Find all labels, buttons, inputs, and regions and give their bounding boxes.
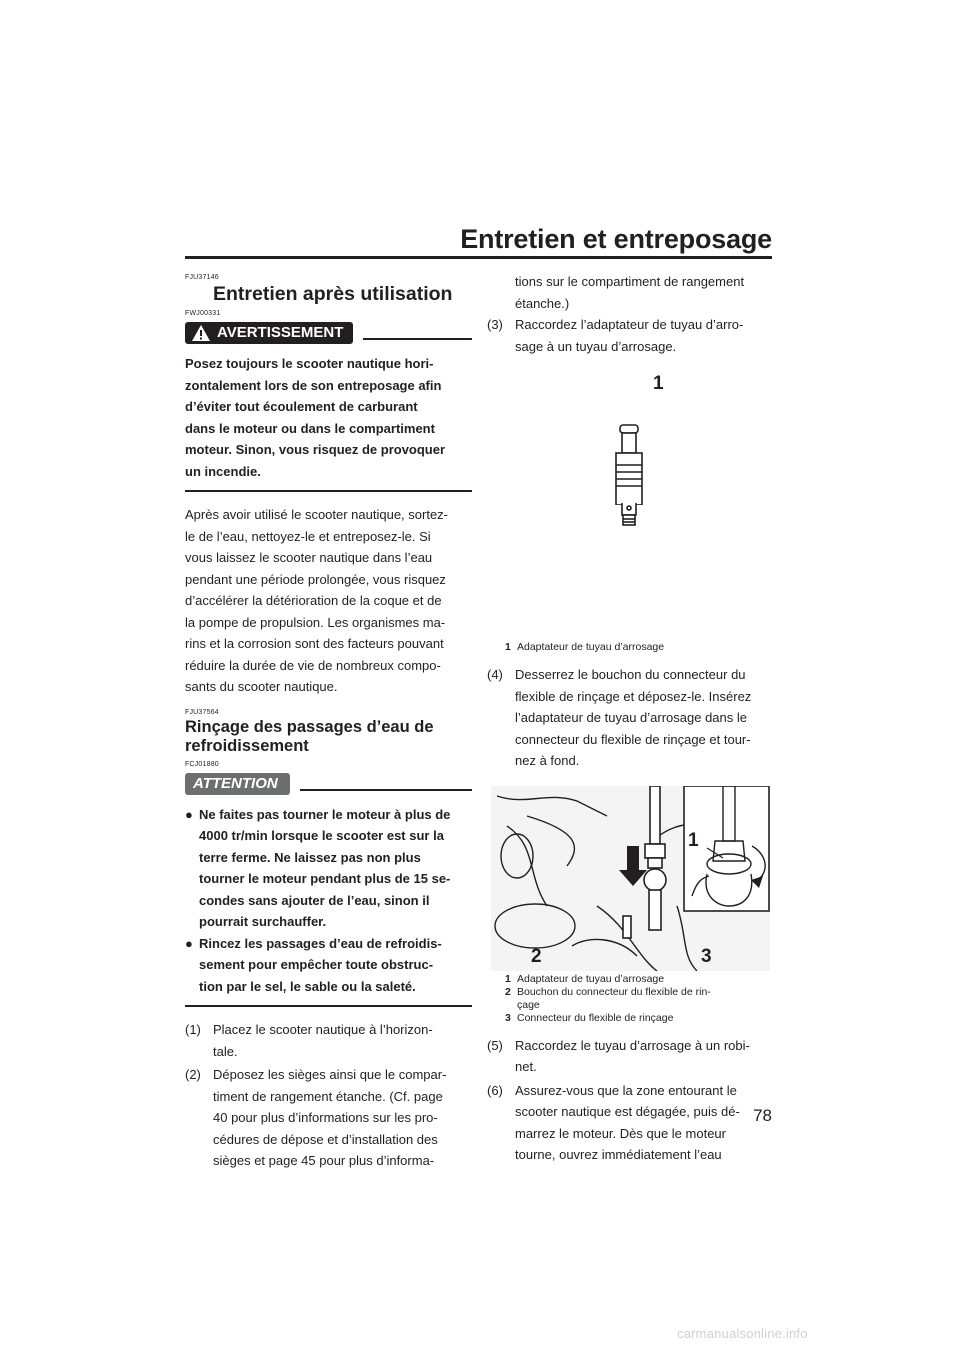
text-line: tion par le sel, le sable ou la saleté. — [199, 978, 416, 994]
text-line: d’accélérer la détérioration de la coque et de — [185, 593, 442, 608]
caption-number: 3 — [505, 1011, 511, 1024]
text-line: 4000 tr/min lorsque le scooter est sur la — [199, 828, 444, 843]
text-line: tions sur le compartiment de rangement — [515, 274, 745, 289]
caption-text: Adaptateur de tuyau d’arrosage — [517, 641, 665, 653]
text-line: Raccordez le tuyau d’arrosage à un robi- — [515, 1037, 750, 1053]
text-line: sants du scooter nautique. — [185, 679, 338, 694]
text-line: tourner le moteur pendant plus de 15 se- — [199, 871, 451, 886]
step-6 — [487, 1080, 774, 1166]
watermark: carmanualsonline.info — [677, 1326, 808, 1341]
attention-code: FCJ01880 — [185, 760, 219, 768]
text-line: pourrait surchauffer. — [199, 914, 327, 929]
text-line: tale. — [213, 1043, 238, 1059]
subsection-title — [185, 718, 472, 756]
text-line: sement pour empêcher toute obstruc- — [199, 957, 434, 972]
step-number: (1) — [185, 1022, 201, 1037]
text-line: Placez le scooter nautique à l’horizon- — [213, 1022, 433, 1037]
step-number: (3) — [487, 317, 503, 332]
text-line: condes sans ajouter de l’eau, sinon il — [199, 892, 430, 908]
attention-bullet — [185, 933, 472, 998]
text-line: flexible de rinçage et déposez-le. Insérez — [515, 688, 752, 704]
text-line: la pompe de propulsion. Les organismes ma- — [185, 614, 446, 630]
attention-badge: ATTENTION — [185, 773, 290, 795]
figure-callout: 1 — [688, 829, 699, 851]
hose-adapter-illustration — [487, 375, 774, 505]
text-line: terre ferme. Ne laissez pas non plus — [199, 849, 421, 865]
text-line: timent de rangement étanche. (Cf. page — [213, 1088, 443, 1104]
figure-caption — [505, 973, 774, 986]
figure-callout: 2 — [531, 945, 542, 967]
warning-badge — [185, 322, 353, 344]
caption-number: 2 — [505, 985, 511, 998]
text-line: vous laissez le scooter nautique dans l’eau — [185, 550, 433, 565]
text-line: moteur. Sinon, vous risquez de provoquer — [185, 442, 446, 457]
subsection-title-line: Rinçage des passages d’eau de — [185, 717, 434, 736]
page-number: 78 — [753, 1106, 772, 1125]
text-line: Déposez les sièges ainsi que le compar- — [213, 1067, 447, 1082]
section-title: Entretien après utilisation — [213, 283, 453, 305]
text-line: cédures de dépose et d’installation des — [213, 1131, 438, 1147]
text-line: sage à un tuyau d’arrosage. — [515, 338, 677, 354]
warning-triangle-icon — [191, 324, 211, 342]
hose-adapter-lower-illustration — [487, 503, 774, 573]
text-line: scooter nautique est dégagée, puis dé- — [515, 1104, 740, 1119]
step-number: (4) — [487, 667, 503, 682]
caption-number: 1 — [505, 641, 511, 653]
text-line: un incendie. — [185, 463, 261, 479]
right-column — [487, 271, 774, 1168]
text-line: Posez toujours le scooter nautique hori- — [185, 356, 434, 371]
text-line: tourne, ouvrez immédiatement l’eau — [515, 1147, 722, 1162]
step-2 — [185, 1064, 472, 1172]
left-column — [185, 273, 472, 1174]
step-number: (6) — [487, 1082, 503, 1098]
intro-paragraph — [185, 504, 472, 698]
figure-caption — [505, 641, 774, 654]
figure-caption — [505, 1012, 774, 1025]
attention-header — [185, 772, 472, 796]
text-line: d’éviter tout écoulement de carburant — [185, 399, 418, 414]
bullet-icon: ● — [185, 806, 193, 822]
text-line: sièges et page 45 pour plus d’informa- — [213, 1153, 435, 1168]
attention-end-rule — [185, 1005, 472, 1007]
figure-flush-connector — [487, 786, 774, 971]
text-line: connecteur du flexible de rinçage et tour- — [515, 731, 751, 747]
bullet-icon: ● — [185, 935, 193, 951]
step-2-continued — [487, 271, 774, 314]
caption-text: Bouchon du connecteur du flexible de rin- çage — [517, 985, 711, 1011]
text-line: net. — [515, 1059, 537, 1074]
step-1 — [185, 1019, 472, 1062]
text-line: Rincez les passages d’eau de refroidis- — [199, 935, 442, 951]
figure-callout: 1 — [653, 373, 664, 394]
text-line: étanche.) — [515, 295, 570, 311]
step-number: (2) — [185, 1067, 201, 1082]
text-line: marrez le moteur. Dès que le moteur — [515, 1125, 726, 1141]
figure-hose-adapter — [487, 375, 774, 505]
step-5 — [487, 1035, 774, 1078]
step-3 — [487, 314, 774, 357]
figure-caption — [505, 986, 774, 1012]
warning-code: FWJ00331 — [185, 310, 221, 317]
text-line: rins et la corrosion sont des facteurs pouvant — [185, 636, 444, 651]
warning-end-rule — [185, 490, 472, 492]
step-4 — [487, 664, 774, 772]
text-line: Raccordez l’adaptateur de tuyau d’arro- — [515, 317, 744, 332]
attention-rule — [300, 789, 472, 791]
text-line: réduire la durée de vie de nombreux compo- — [185, 657, 441, 673]
warning-header — [185, 321, 472, 345]
text-line: zontalement lors de son entreposage afin — [185, 377, 442, 393]
subsection-code: FJU37564 — [185, 708, 219, 716]
header-rule — [185, 256, 772, 259]
text-line: Assurez-vous que la zone entourant le — [515, 1082, 737, 1098]
text-line: l’adaptateur de tuyau d’arrosage dans le — [515, 710, 747, 725]
text-line: pendant une période prolongée, vous risquez — [185, 571, 446, 587]
text-line: nez à fond. — [515, 753, 580, 768]
flush-connector-illustration — [487, 786, 774, 971]
caption-text: Adaptateur de tuyau d’arrosage — [517, 972, 665, 985]
text-line: Après avoir utilisé le scooter nautique, sortez- — [185, 507, 449, 522]
figure-callout: 3 — [701, 945, 712, 967]
warning-label: AVERTISSEMENT — [217, 324, 344, 341]
attention-bullet — [185, 804, 472, 933]
figure-2-captions — [487, 973, 774, 1025]
text-line: le de l’eau, nettoyez-le et entreposez-le. Si — [185, 528, 431, 544]
figure-1-captions — [487, 641, 774, 654]
section-code: FJU37146 — [185, 274, 219, 281]
subsection-title-line: refroidissement — [185, 736, 309, 755]
warning-text — [185, 353, 472, 482]
caption-text: Connecteur du flexible de rinçage — [517, 1011, 674, 1024]
step-number: (5) — [487, 1037, 503, 1053]
text-line: Desserrez le bouchon du connecteur du — [515, 667, 746, 682]
text-line: Ne faites pas tourner le moteur à plus de — [199, 806, 451, 822]
warning-rule — [363, 338, 472, 340]
text-line: 40 pour plus d’informations sur les pro- — [213, 1110, 438, 1125]
page-header-title: Entretien et entreposage — [460, 224, 772, 254]
caption-number: 1 — [505, 972, 511, 985]
text-line: dans le moteur ou dans le compartiment — [185, 420, 435, 436]
